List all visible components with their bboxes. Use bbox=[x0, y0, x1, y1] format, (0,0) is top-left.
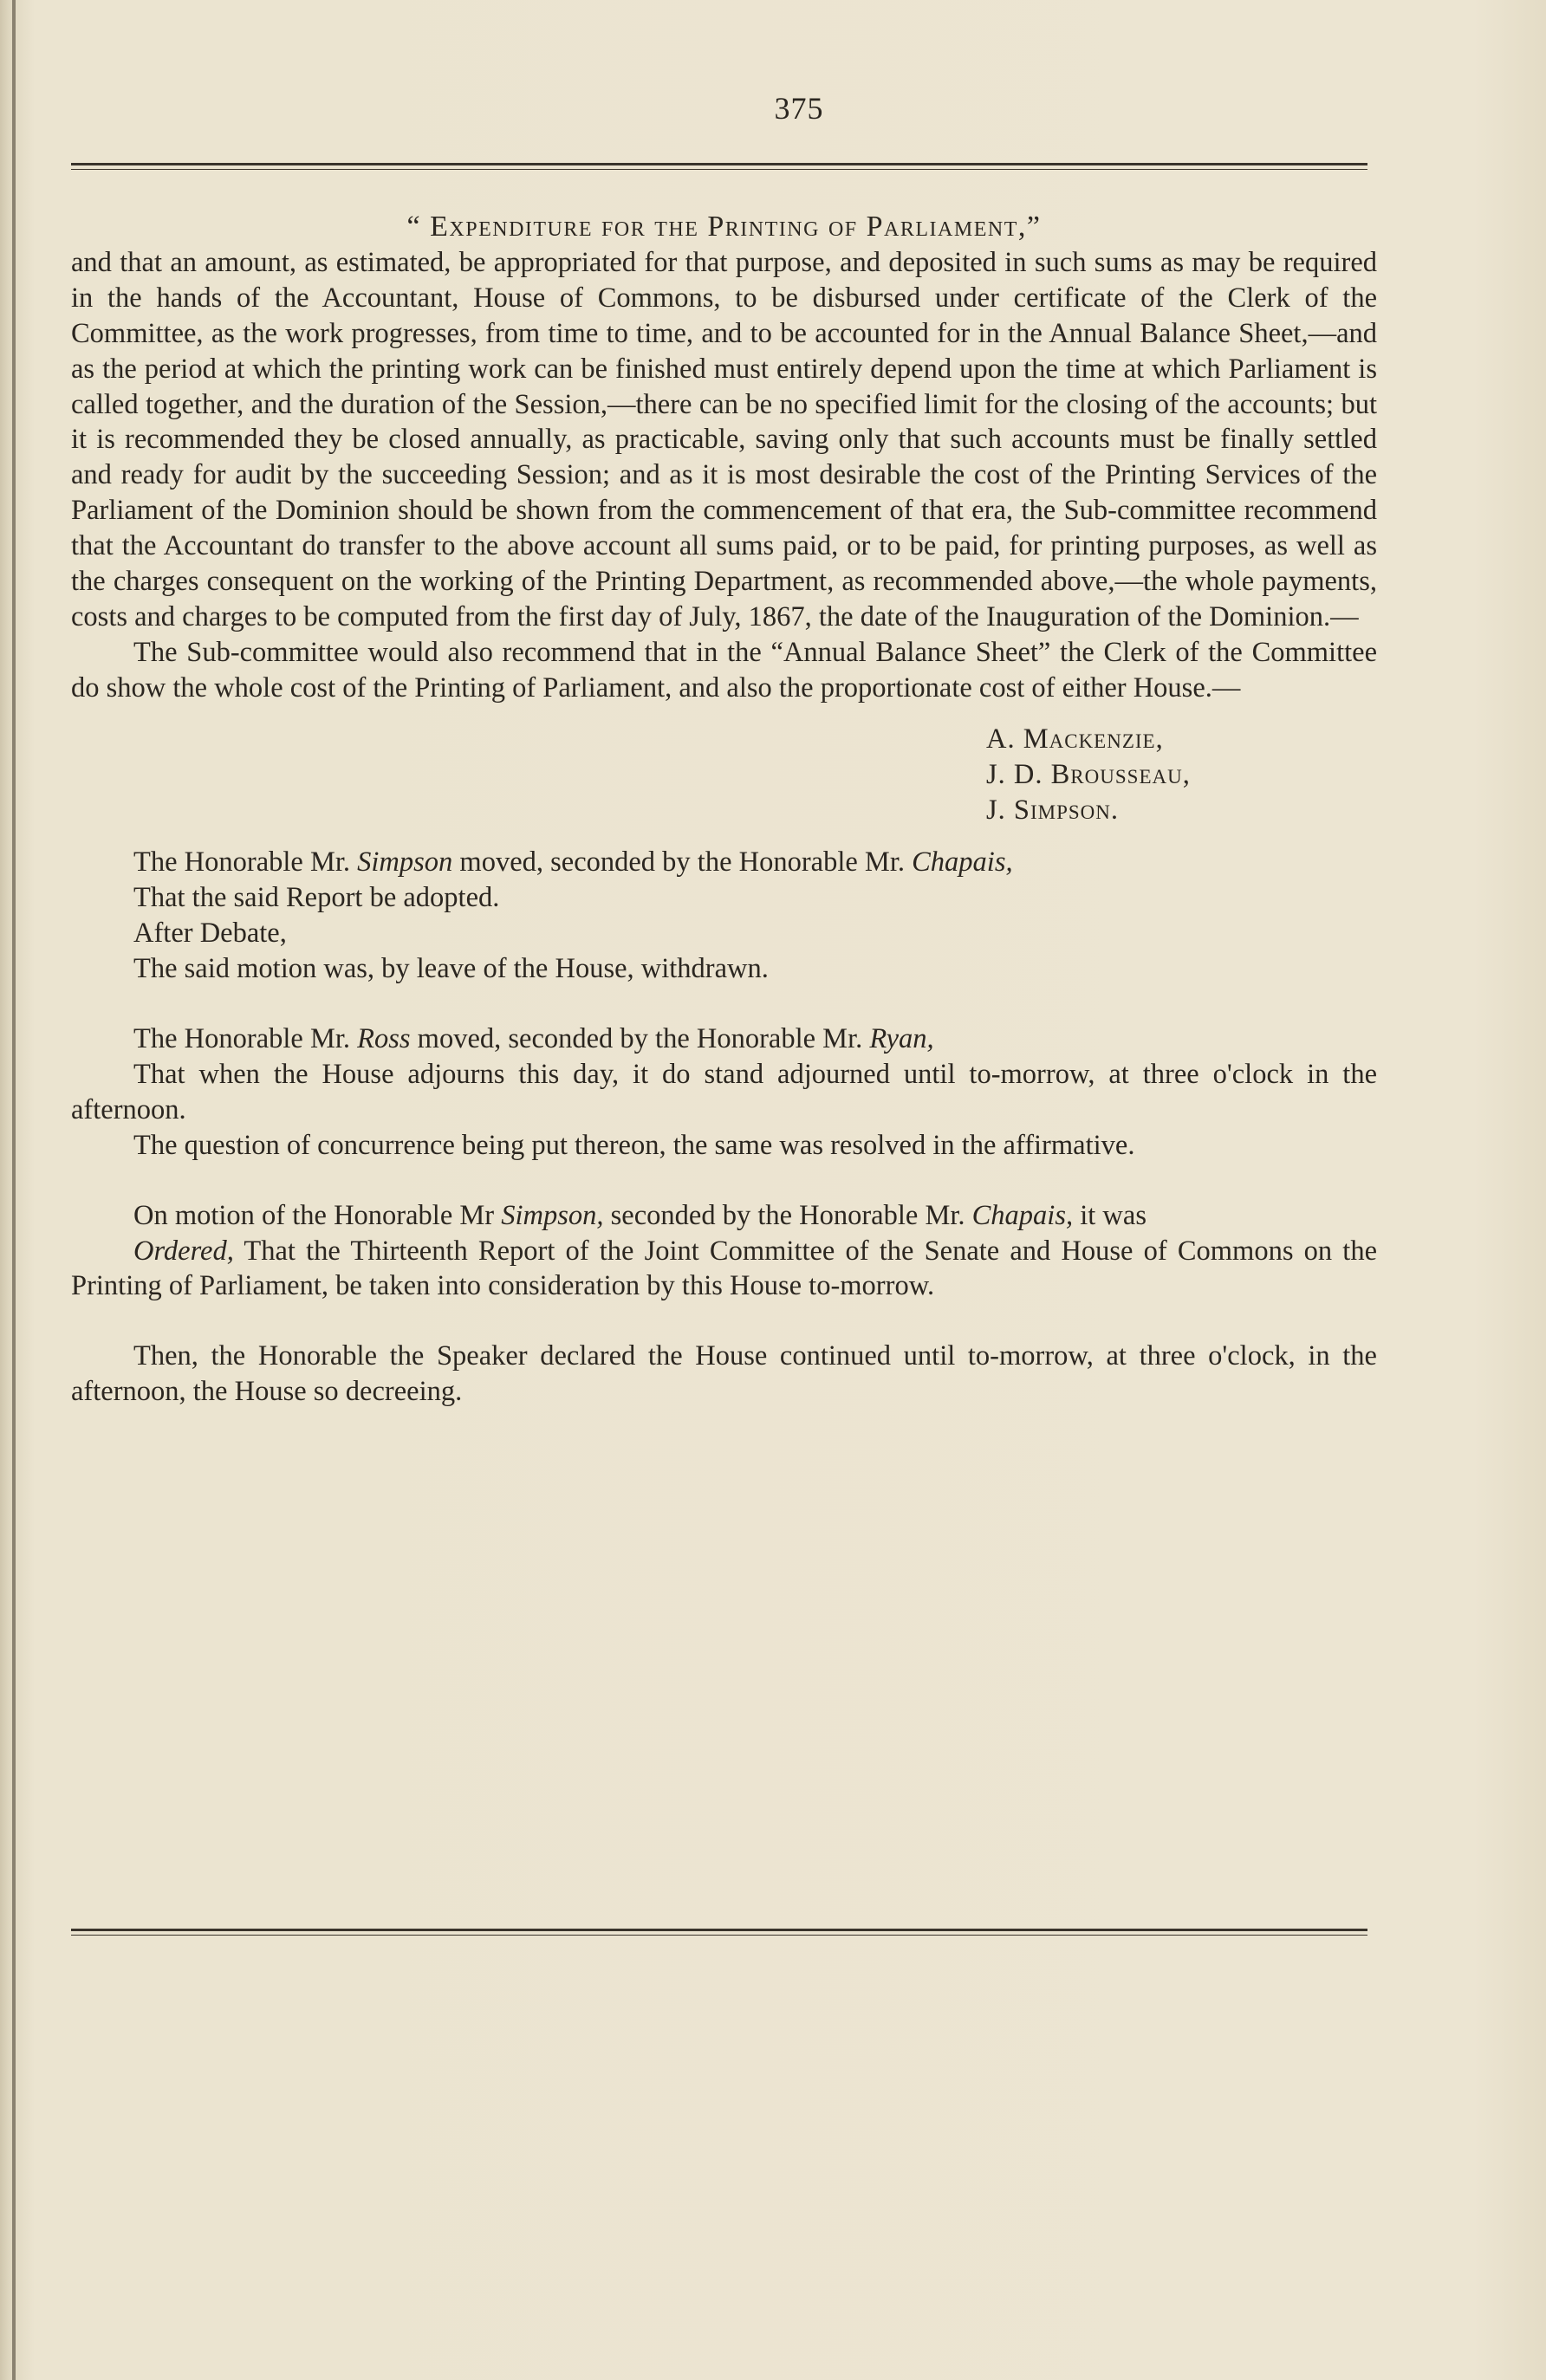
binding-edge bbox=[12, 0, 16, 2380]
ordered-word: Ordered, bbox=[133, 1235, 234, 1267]
page-number: 375 bbox=[774, 91, 824, 126]
motion-1-resolution: That the said Report be adopted. bbox=[133, 882, 500, 914]
top-rule bbox=[71, 163, 1367, 170]
motion-1-line bbox=[71, 845, 1377, 880]
motion-2-resolution: That when the House adjourns this day, it do stand adjourned until to-morrow, at three o'clock in the afternoon. bbox=[71, 1058, 1377, 1125]
motion-3-prefix: On motion of the Honorable Mr bbox=[133, 1199, 502, 1231]
report-paragraph-2: The Sub-committee would also recommend that in the “Annual Balance Sheet” the Clerk of the Committee do show the whole cost of the Printing of Parliament, and also the proportionate cost of either House.— bbox=[71, 636, 1377, 704]
motion-1-middle: moved, seconded by the Honorable Mr. bbox=[452, 846, 913, 879]
motion-2-mover: Ross bbox=[357, 1023, 411, 1055]
signatory-1: A. Mackenzie, bbox=[986, 723, 1164, 755]
motion-2-line bbox=[71, 1021, 1377, 1057]
page-body bbox=[71, 210, 1377, 1410]
motion-2-concurrence: The question of concurrence being put thereon, the same was resolved in the affirmative. bbox=[133, 1129, 1135, 1161]
motion-3-middle: seconded by the Honorable Mr. bbox=[603, 1199, 972, 1231]
motion-3-order bbox=[71, 1234, 1377, 1305]
signatory-3: J. Simpson. bbox=[986, 794, 1120, 826]
motion-1-debate: After Debate, bbox=[133, 918, 287, 950]
motion-1-mover: Simpson bbox=[357, 846, 453, 879]
ordered-text: That the Thirteenth Report of the Joint Committee of the Senate and House of Commons on the Printing of Parliament, be taken into consideration by this House to-morrow. bbox=[71, 1235, 1377, 1302]
motion-2-prefix: The Honorable Mr. bbox=[133, 1023, 358, 1055]
closing-paragraph: Then, the Honorable the Speaker declared the House continued until to-morrow, at three o'clock, in the afternoon, the House so decreeing. bbox=[71, 1340, 1377, 1408]
motion-2-middle: moved, seconded by the Honorable Mr. bbox=[410, 1023, 870, 1055]
motion-1-withdrawn: The said motion was, by leave of the House, withdrawn. bbox=[133, 953, 769, 985]
motion-3-suffix: it was bbox=[1073, 1199, 1147, 1231]
motion-1-seconder: Chapais, bbox=[912, 846, 1013, 879]
signatory-2: J. D. Brousseau, bbox=[986, 758, 1191, 790]
motion-3-line bbox=[71, 1198, 1377, 1234]
motion-2-seconder: Ryan, bbox=[869, 1023, 934, 1055]
motion-3-seconder: Chapais, bbox=[971, 1199, 1074, 1231]
bottom-rule bbox=[71, 1929, 1367, 1936]
motion-3-mover: Simpson, bbox=[501, 1199, 604, 1231]
motion-1-prefix: The Honorable Mr. bbox=[133, 846, 358, 879]
section-heading: “ Expenditure for the Printing of Parliament,” bbox=[406, 211, 1042, 243]
report-paragraph-1: and that an amount, as estimated, be appropriated for that purpose, and deposited in such sums as may be required in the hands of the Accountant, House of Commons, to be disbursed under certificate of the Clerk of the Committee, as the work progresses, from time to time, and to be accounted for in the Annual Balance Sheet,—and as the period at which the printing work can be finished must entirely depend upon the time at which Parliament is called together, and the duration of the Session,—there can be no specified limit for the closing of the accounts; but it is recommended they be closed annually, as practicable, saving only that such accounts must be finally settled and ready for audit by the succeeding Session; and as it is most desirable the cost of the Printing Services of the Parliament of the Dominion should be shown from the commencement of that era, the Sub-committee recommend that the Accountant do transfer to the above account all sums paid, or to be paid, for printing purposes, as well as the charges consequent on the working of the Printing Department, as recommended above,—the whole payments, costs and charges to be computed from the first day of July, 1867, the date of the Inauguration of the Dominion.— bbox=[71, 246, 1377, 632]
